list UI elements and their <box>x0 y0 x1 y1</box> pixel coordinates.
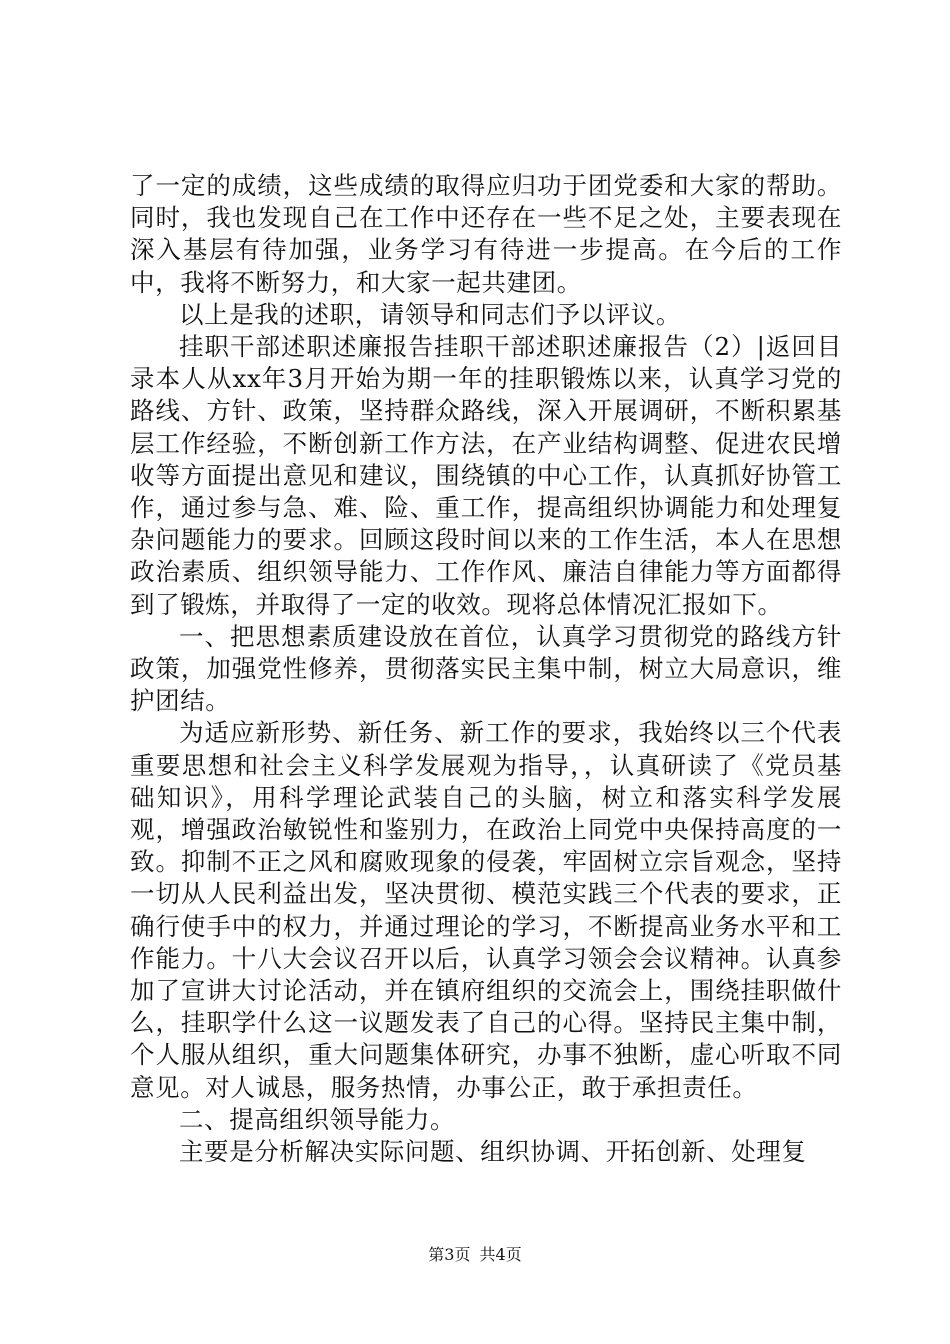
body-paragraph-5: 为适应新形势、新任务、新工作的要求，我始终以三个代表重要思想和社会主义科学发展观为指导，，认真研读了《党员基础知识》，用科学理论武装自己的头脑，树立和落实科学发展观，增强政治敏锐性和鉴别力，在政治上同党中央保持高度的一致。抑制不正之风和腐败现象的侵袭，牢固树立宗旨观念，坚持一切从人民利益出发，坚决贯彻、模范实践三个代表的要求，正确行使手中的权力，并通过理论的学习，不断提高业务水平和工作能力。十八大会议召开以后，认真学习领会会议精神。认真参加了宣讲大讨论活动，并在镇府组织的交流会上，围绕挂职做什么，挂职学什么这一议题发表了自己的心得。坚持民主集中制，个人服从组织，重大问题集体研究，办事不独断，虚心听取不同意见。对人诚恳，服务热情，办事公正，敢于承担责任。 <box>130 718 842 1102</box>
page-total: 共4页 <box>479 1245 522 1264</box>
body-paragraph-4: 一、把思想素质建设放在首位，认真学习贯彻党的路线方针政策，加强党性修养，贯彻落实民主集中制，树立大局意识，维护团结。 <box>130 621 842 716</box>
body-paragraph-7: 主要是分析解决实际问题、组织协调、开拓创新、处理复 <box>179 1137 807 1167</box>
body-paragraph-3: 挂职干部述职述廉报告挂职干部述职述廉报告（2）|返回目录本人从xx年3月开始为期一年的挂职锻炼以来，认真学习党的路线、方针、政策，坚持群众路线，深入开展调研，不断积累基层工作经验，不断创新工作方法，在产业结构调整、促进农民增收等方面提出意见和建议，围绕镇的中心工作，认真抓好协管工作，通过参与急、难、险、重工作，提高组织协调能力和处理复杂问题能力的要求。回顾这段时间以来的工作生活，本人在思想政治素质、组织领导能力、工作作风、廉洁自律能力等方面都得到了锻炼，并取得了一定的收效。现将总体情况汇报如下。 <box>130 332 842 619</box>
page-number: 第3页 <box>428 1245 471 1264</box>
page-footer <box>0 1245 950 1265</box>
body-paragraph-6: 二、提高组织领导能力。 <box>179 1104 456 1134</box>
body-paragraph-1: 了一定的成绩，这些成绩的取得应归功于团党委和大家的帮助。同时，我也发现自己在工作中还存在一些不足之处，主要表现在深入基层有待加强，业务学习有待进一步提高。在今后的工作中，我将不断努力，和大家一起共建团。 <box>130 171 842 297</box>
document-body <box>130 170 842 1168</box>
body-paragraph-2: 以上是我的述职，请领导和同志们予以评议。 <box>179 299 681 329</box>
